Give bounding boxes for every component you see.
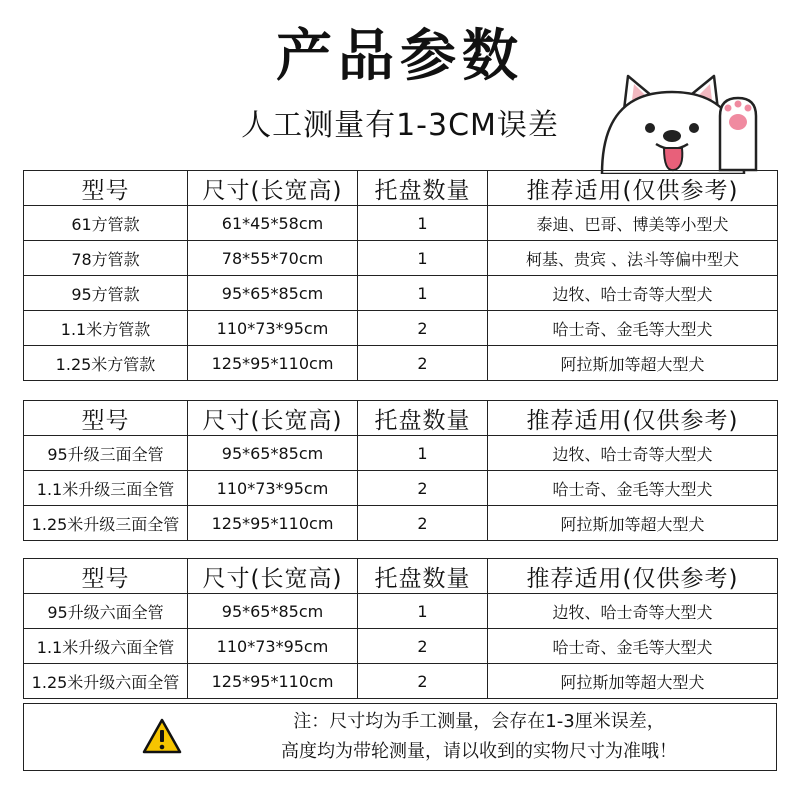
cell-size: 125*95*110cm: [188, 506, 358, 541]
cell-model: 1.25米升级六面全管: [24, 664, 188, 699]
table-header-row: [24, 401, 778, 436]
header-model: 型号: [24, 559, 188, 594]
cell-tray-count: 2: [358, 629, 488, 664]
spec-table-square-tube: [23, 170, 778, 381]
cell-tray-count: 1: [358, 241, 488, 276]
cell-tray-count: 1: [358, 276, 488, 311]
note-box: [23, 703, 777, 771]
header-tray-count: 托盘数量: [358, 171, 488, 206]
cell-recommended: 哈士奇、金毛等大型犬: [488, 629, 778, 664]
note-line-2: 高度均为带轮测量，请以收到的实物尺寸为准哦！: [281, 741, 677, 762]
cell-tray-count: 1: [358, 594, 488, 629]
header-tray-count: 托盘数量: [358, 401, 488, 436]
cell-model: 1.1米方管款: [24, 311, 188, 346]
cell-model: 1.1米升级三面全管: [24, 471, 188, 506]
cell-recommended: 柯基、贵宾 、法斗等偏中型犬: [488, 241, 778, 276]
cell-size: 61*45*58cm: [188, 206, 358, 241]
header-size: 尺寸(长宽高): [188, 171, 358, 206]
cell-size: 95*65*85cm: [188, 276, 358, 311]
table-row: [24, 664, 778, 699]
table-row: [24, 311, 778, 346]
cell-recommended: 阿拉斯加等超大型犬: [488, 346, 778, 381]
cell-size: 110*73*95cm: [188, 629, 358, 664]
cell-model: 95升级三面全管: [24, 436, 188, 471]
cell-model: 78方管款: [24, 241, 188, 276]
table-header-row: [24, 171, 778, 206]
cell-model: 95升级六面全管: [24, 594, 188, 629]
cell-tray-count: 2: [358, 471, 488, 506]
cell-size: 110*73*95cm: [188, 311, 358, 346]
header-size: 尺寸(长宽高): [188, 401, 358, 436]
page-subtitle: 人工测量有1-3CM误差: [241, 108, 559, 143]
cell-model: 1.25米升级三面全管: [24, 506, 188, 541]
cell-tray-count: 1: [358, 206, 488, 241]
cell-recommended: 阿拉斯加等超大型犬: [488, 506, 778, 541]
table-row: [24, 206, 778, 241]
table-row: [24, 594, 778, 629]
spec-table-six-side: [23, 558, 778, 699]
cell-size: 110*73*95cm: [188, 471, 358, 506]
table-row: [24, 276, 778, 311]
table-row: [24, 629, 778, 664]
header-model: 型号: [24, 401, 188, 436]
header-recommended: 推荐适用(仅供参考): [488, 171, 778, 206]
cell-recommended: 哈士奇、金毛等大型犬: [488, 471, 778, 506]
cell-recommended: 阿拉斯加等超大型犬: [488, 664, 778, 699]
cell-tray-count: 2: [358, 311, 488, 346]
cell-recommended: 哈士奇、金毛等大型犬: [488, 311, 778, 346]
table-row: [24, 241, 778, 276]
cell-size: 125*95*110cm: [188, 346, 358, 381]
cell-model: 1.1米升级六面全管: [24, 629, 188, 664]
table-row: [24, 471, 778, 506]
table-row: [24, 436, 778, 471]
table-row: [24, 346, 778, 381]
warning-icon: [142, 718, 182, 754]
header-size: 尺寸(长宽高): [188, 559, 358, 594]
note-line-1: 注：尺寸均为手工测量，会存在1-3厘米误差，: [293, 711, 665, 732]
cell-size: 78*55*70cm: [188, 241, 358, 276]
table-header-row: [24, 559, 778, 594]
cell-recommended: 边牧、哈士奇等大型犬: [488, 594, 778, 629]
cell-model: 95方管款: [24, 276, 188, 311]
dog-mascot-icon: [594, 70, 772, 174]
spec-table-three-side: [23, 400, 778, 541]
cell-model: 61方管款: [24, 206, 188, 241]
cell-recommended: 边牧、哈士奇等大型犬: [488, 436, 778, 471]
cell-recommended: 边牧、哈士奇等大型犬: [488, 276, 778, 311]
header-recommended: 推荐适用(仅供参考): [488, 559, 778, 594]
cell-tray-count: 2: [358, 506, 488, 541]
header-model: 型号: [24, 171, 188, 206]
cell-size: 95*65*85cm: [188, 594, 358, 629]
cell-tray-count: 2: [358, 346, 488, 381]
header-recommended: 推荐适用(仅供参考): [488, 401, 778, 436]
header-tray-count: 托盘数量: [358, 559, 488, 594]
table-row: [24, 506, 778, 541]
cell-recommended: 泰迪、巴哥、博美等小型犬: [488, 206, 778, 241]
cell-tray-count: 2: [358, 664, 488, 699]
cell-model: 1.25米方管款: [24, 346, 188, 381]
cell-size: 125*95*110cm: [188, 664, 358, 699]
cell-size: 95*65*85cm: [188, 436, 358, 471]
cell-tray-count: 1: [358, 436, 488, 471]
page-title: 产品参数: [276, 24, 524, 89]
